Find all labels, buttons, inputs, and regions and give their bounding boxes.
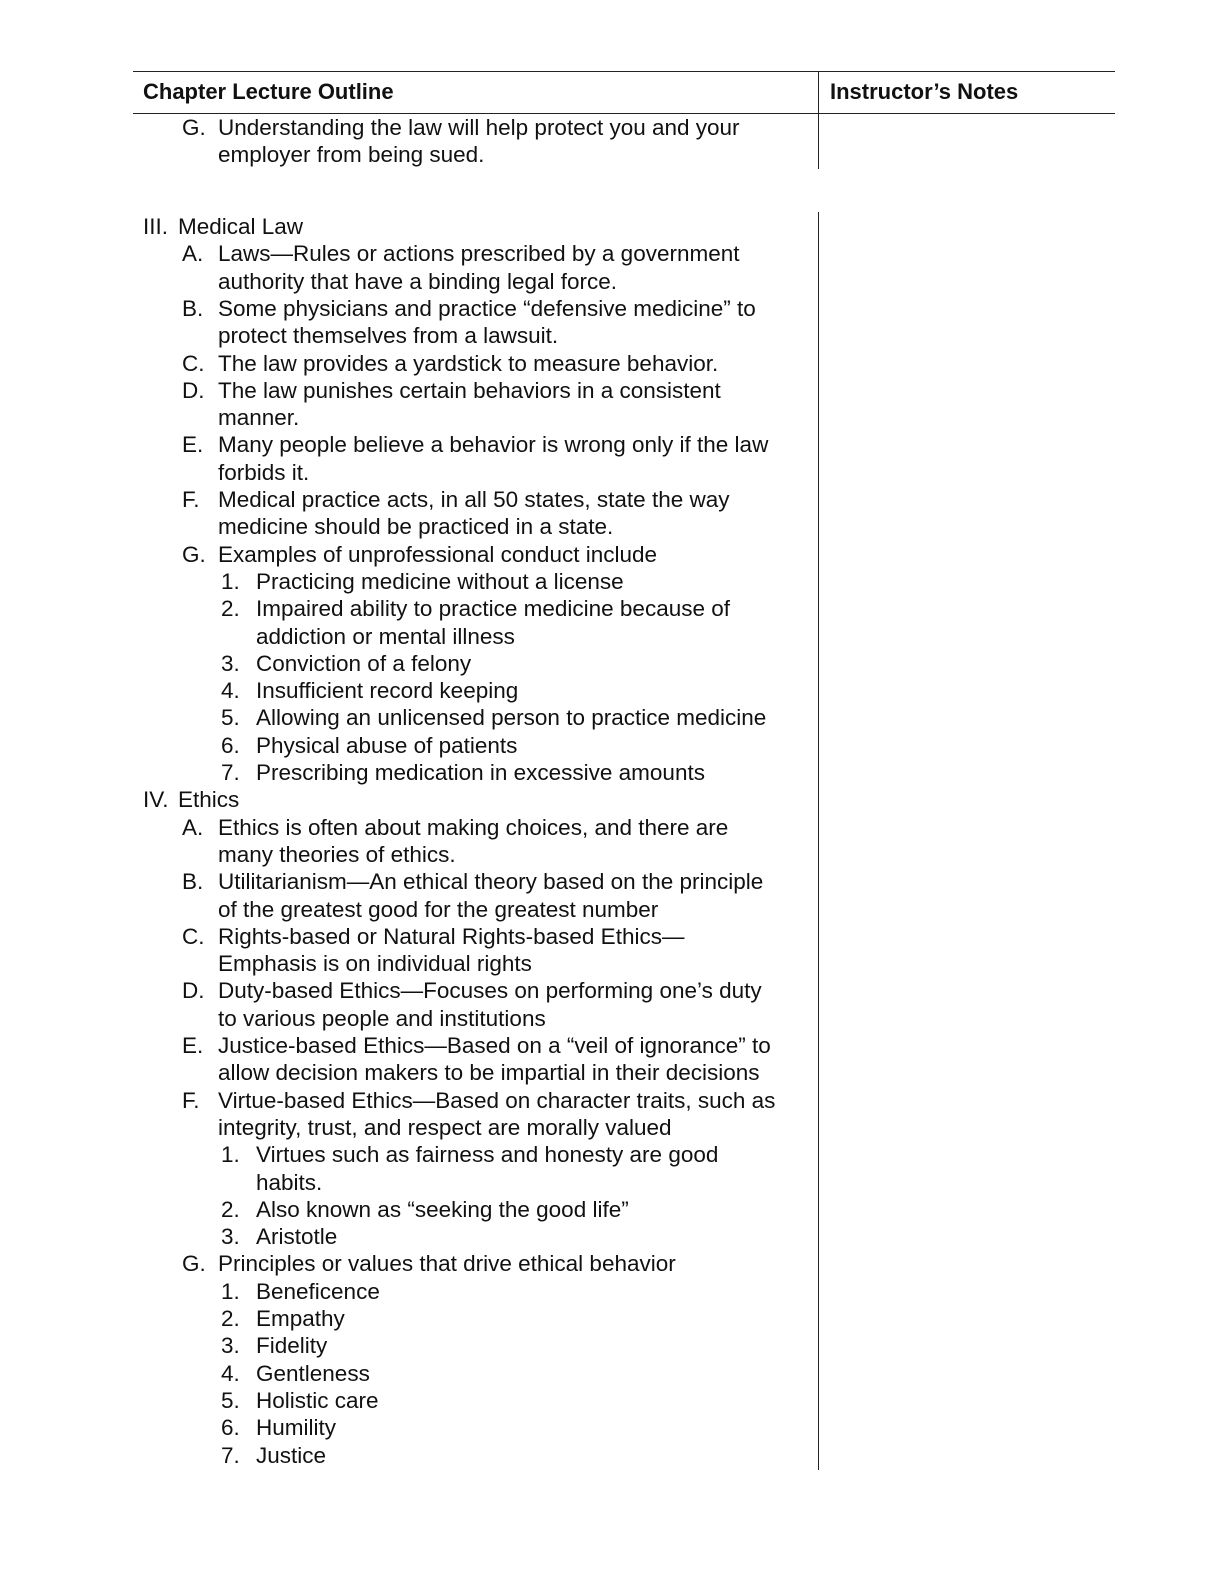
outline-item-marker: A. — [182, 241, 204, 267]
outline-item-text: Some physicians and practice “defensive medicine” to — [218, 295, 756, 321]
outline-subitem-text: Aristotle — [256, 1224, 338, 1250]
outline-subitem-marker: 4. — [221, 1360, 240, 1386]
outline-subitem-marker: 4. — [221, 678, 240, 704]
outline-item-text: integrity, trust, and respect are morally valued — [218, 1114, 672, 1140]
outline-subitem-text: Holistic care — [256, 1387, 379, 1413]
outline-subitem-text: addiction or mental illness — [256, 623, 515, 649]
outline-subitem-marker: 3. — [221, 650, 240, 676]
body-column-divider — [818, 212, 819, 1470]
outline-subitem-text: Physical abuse of patients — [256, 732, 518, 758]
outline-subitem-text: Justice — [256, 1442, 327, 1468]
outline-item-marker: D. — [182, 377, 205, 403]
outline-item-text: Duty-based Ethics—Focuses on performing one’s duty — [218, 978, 762, 1004]
outline-subitem-text: Insufficient record keeping — [256, 678, 519, 704]
outline-subitem-text: Humility — [256, 1415, 337, 1441]
outline-subitem-text: Fidelity — [256, 1333, 328, 1359]
outline-item-text: The law punishes certain behaviors in a consistent — [218, 377, 721, 403]
outline-subitem-marker: 2. — [221, 1306, 240, 1331]
outline-subitem-marker: 7. — [221, 760, 240, 785]
table-top-rule — [133, 71, 1115, 72]
outline-subitem-marker: 2. — [221, 1196, 240, 1222]
outline-subitem-text: Empathy — [256, 1306, 345, 1331]
outline-item-text: Understanding the law will help protect you and your — [218, 115, 740, 140]
outline-subitem-text: Virtues such as fairness and honesty are good — [256, 1142, 719, 1168]
outline-item-marker: G. — [182, 541, 206, 567]
outline-subitem-text: Conviction of a felony — [256, 650, 472, 676]
outline-item-text: Ethics is often about making choices, and there are — [218, 814, 729, 840]
outline-subitem-marker: 6. — [221, 1415, 240, 1441]
outline-item-marker: F. — [182, 487, 200, 512]
outline-subitem-marker: 3. — [221, 1333, 240, 1359]
outline-item-text: to various people and institutions — [218, 1005, 546, 1031]
outline-item-marker: C. — [182, 923, 205, 949]
outline-item-text: Many people believe a behavior is wrong only if the law — [218, 432, 769, 458]
outline-item-text: Examples of unprofessional conduct include — [218, 541, 658, 567]
outline-subitem-text: Gentleness — [256, 1360, 370, 1386]
column-header-outline: Chapter Lecture Outline — [143, 79, 394, 104]
outline-item-marker: C. — [182, 350, 205, 376]
outline-item-marker: D. — [182, 978, 205, 1004]
outline-item-text: manner. — [218, 405, 300, 431]
outline-item-marker: A. — [182, 814, 204, 840]
outline-item-text: medicine should be practiced in a state. — [218, 514, 614, 540]
outline-subitem-marker: 1. — [221, 568, 240, 594]
outline-subitem-text: Allowing an unlicensed person to practice medicine — [256, 705, 767, 731]
outline-item-marker: B. — [182, 869, 204, 895]
outline-item-text: forbids it. — [218, 459, 310, 485]
outline-item-text: authority that have a binding legal force. — [218, 268, 618, 294]
outline-subitem-marker: 2. — [221, 596, 240, 622]
outline-item-marker: F. — [182, 1087, 200, 1113]
outline-subitem-marker: 5. — [221, 705, 240, 731]
outline-item-text: employer from being sued. — [218, 142, 485, 168]
outline-subitem-text: Also known as “seeking the good life” — [256, 1196, 629, 1222]
header-column-divider — [818, 71, 819, 169]
outline-item-text: Principles or values that drive ethical behavior — [218, 1251, 676, 1277]
outline-item-text: Rights-based or Natural Rights-based Ethics— — [218, 923, 685, 949]
outline-subitem-marker: 6. — [221, 732, 240, 758]
outline-subitem-marker: 1. — [221, 1142, 240, 1168]
outline-item-text: of the greatest good for the greatest number — [218, 896, 659, 922]
section-numeral: IV. — [143, 787, 169, 813]
outline-item-text: The law provides a yardstick to measure behavior. — [218, 350, 719, 376]
section-title: Ethics — [178, 787, 240, 813]
outline-subitem-marker: 7. — [221, 1442, 240, 1468]
outline-subitem-text: habits. — [256, 1169, 323, 1195]
outline-item-text: Medical practice acts, in all 50 states, state the way — [218, 487, 730, 512]
outline-item-marker: E. — [182, 432, 204, 458]
outline-item-text: Emphasis is on individual rights — [218, 951, 532, 977]
outline-item-text: protect themselves from a lawsuit. — [218, 323, 559, 349]
outline-subitem-text: Practicing medicine without a license — [256, 568, 624, 594]
section-title: Medical Law — [178, 214, 304, 239]
outline-subitem-text: Impaired ability to practice medicine because of — [256, 596, 730, 622]
outline-subitem-marker: 5. — [221, 1387, 240, 1413]
outline-item-marker: G. — [182, 1251, 206, 1277]
outline-item-marker: E. — [182, 1033, 204, 1058]
outline-item-text: Justice-based Ethics—Based on a “veil of ignorance” to — [218, 1033, 771, 1058]
outline-subitem-marker: 1. — [221, 1278, 240, 1304]
outline-subitem-marker: 3. — [221, 1224, 240, 1250]
outline-item-text: allow decision makers to be impartial in their decisions — [218, 1060, 760, 1086]
outline-item-text: many theories of ethics. — [218, 841, 456, 867]
outline-subitem-text: Beneficence — [256, 1278, 380, 1304]
outline-item-text: Laws—Rules or actions prescribed by a government — [218, 241, 740, 267]
outline-item-marker: G. — [182, 115, 206, 140]
outline-subitem-text: Prescribing medication in excessive amounts — [256, 760, 705, 785]
outline-item-marker: B. — [182, 295, 204, 321]
section-numeral: III. — [143, 214, 169, 239]
column-header-notes: Instructor’s Notes — [830, 79, 1019, 104]
outline-item-text: Virtue-based Ethics—Based on character traits, such as — [218, 1087, 776, 1113]
outline-item-text: Utilitarianism—An ethical theory based on the principle — [218, 869, 764, 895]
